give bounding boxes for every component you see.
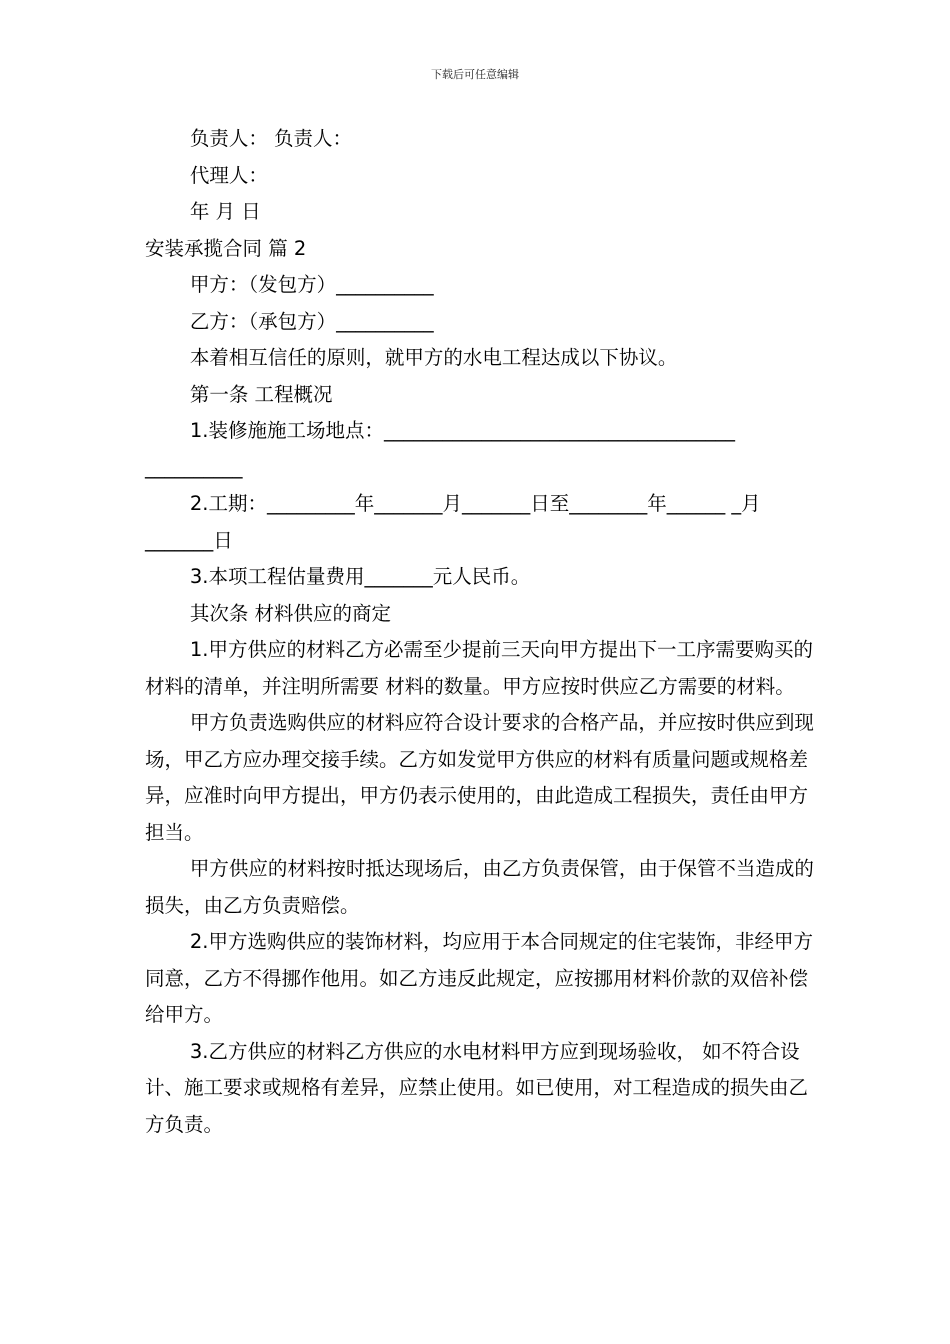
section-title: 安装承揽合同 篇 2 bbox=[145, 236, 307, 260]
article-heading: 其次条 材料供应的商定 bbox=[189, 601, 392, 625]
paragraph: 甲方供应的材料按时抵达现场后，由乙方负责保管，由于保管不当造成的损失，由乙方负责赔偿。 bbox=[145, 857, 814, 917]
signature-line-responsible: 负责人： 负责人： bbox=[189, 127, 353, 150]
paragraph: 3.乙方供应的材料乙方供应的水电材料甲方应到现场验收， 如不符合设计、施工要求或规格有差异，应禁止使用。如已使用，对工程造成的损失由乙方负责。 bbox=[145, 1039, 809, 1136]
page-header-note: 下载后可任意编辑 bbox=[431, 68, 519, 81]
party-a-line: 甲方：（发包方）__________ bbox=[189, 273, 434, 296]
paragraph: 甲方负责选购供应的材料应符合设计要求的合格产品，并应按时供应到现场，甲乙方应办理交接手续。乙方如发觉甲方供应的材料有质量问题或规格差异，应准时向甲方提出，甲方仍表示使用的，由此造成工程损失，责任由甲方担当。 bbox=[145, 711, 814, 844]
paragraph: 3.本项工程估量费用_______元人民币。 bbox=[189, 565, 531, 588]
paragraph: 1.装修施施工场地点：____________________________________ __________ bbox=[145, 419, 742, 479]
paragraph: 2.工期：_________年_______月_______日至________年______ _月_______日 bbox=[145, 492, 761, 552]
paragraph: 1.甲方供应的材料乙方必需至少提前三天向甲方提出下一工序需要购买的材料的清单，并注明所需要 材料的数量。甲方应按时供应乙方需要的材料。 bbox=[145, 638, 813, 698]
signature-line-agent: 代理人： bbox=[189, 163, 268, 187]
contract-body bbox=[145, 121, 825, 1143]
preamble-paragraph: 本着相互信任的原则，就甲方的水电工程达成以下协议。 bbox=[189, 346, 678, 369]
article-heading: 第一条 工程概况 bbox=[189, 382, 333, 406]
paragraph: 2.甲方选购供应的装饰材料，均应用于本合同规定的住宅装饰，非经甲方同意，乙方不得挪作他用。如乙方违反此规定，应按挪用材料价款的双倍补偿给甲方。 bbox=[145, 930, 813, 1026]
party-b-line: 乙方：（承包方）__________ bbox=[189, 309, 434, 333]
date-line: 年 月 日 bbox=[189, 200, 261, 223]
